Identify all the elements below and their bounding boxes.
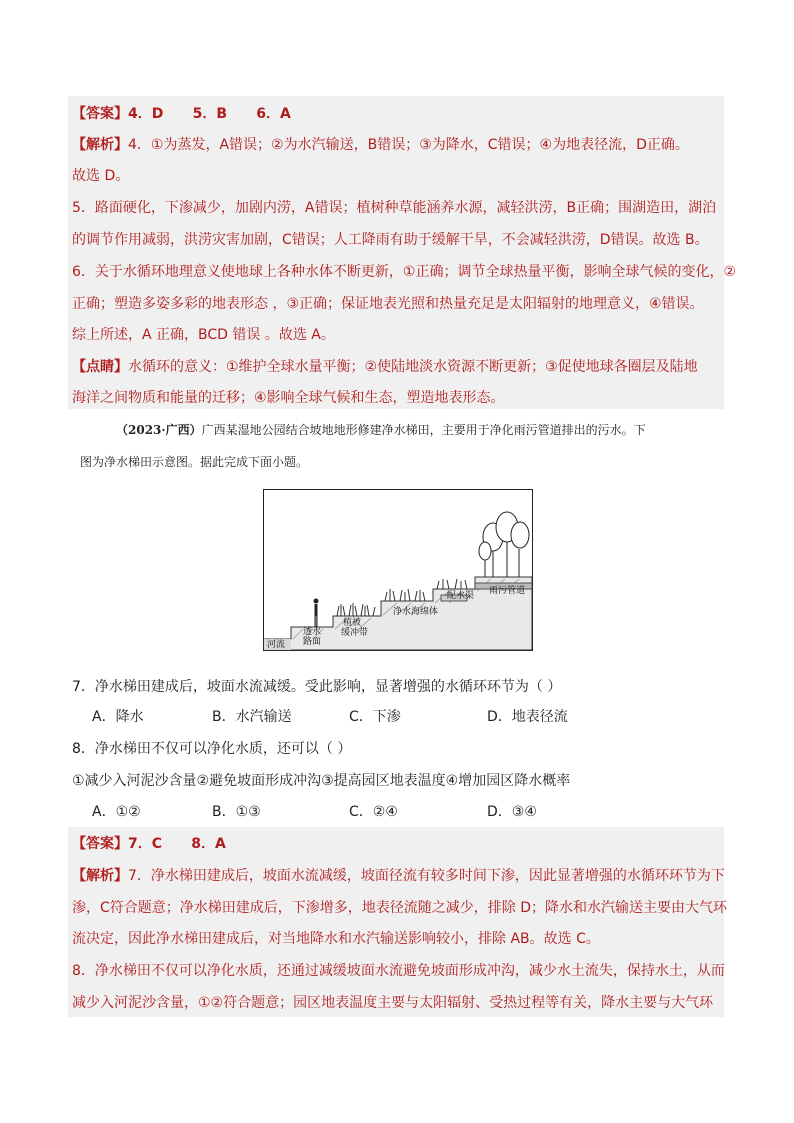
analysis-tag: 【解析】: [72, 137, 128, 153]
question-intro-line-1: [116, 421, 646, 439]
question-8-stem: 8．净水梯田不仅可以净化水质，还可以（ ）: [72, 741, 352, 757]
label-pipe: 雨污管道: [489, 586, 526, 596]
q8-option-b: B．①③: [212, 804, 261, 820]
analysis-text: 4．①为蒸发，A错误；②为水汽输送，B错误；③为降水，C错误；④为地表径流，D正确。: [128, 137, 689, 153]
analysis-line-5: 6．关于水循环地理意义使地球上各种水体不断更新，①正确；调节全球热量平衡，影响全球气候的变化，②: [72, 264, 737, 280]
analysis2-line-5: 减少入河泥沙含量，①②符合题意；园区地表温度主要与太阳辐射、受热过程等有关，降水主要与大气环: [72, 995, 714, 1011]
terrace-diagram-svg: [263, 489, 533, 651]
question-intro-text: 广西某湿地公园结合坡地地形修建净水梯田，主要用于净化雨污管道排出的污水。下: [201, 423, 646, 437]
analysis-line-6: 正确；塑造多姿多彩的地表形态 ，③正确；保证地表光照和热量充足是太阳辐射的地理意义，④错误。: [72, 296, 704, 312]
label-buffer-2: 缓冲带: [341, 628, 369, 638]
q7-option-b: B．水汽输送: [212, 709, 292, 725]
analysis2-line-1: [72, 866, 725, 886]
question-7-stem: 7．净水梯田建成后，坡面水流减缓。受此影响，显著增强的水循环环节为（ ）: [72, 679, 562, 695]
analysis-line-3: 5．路面硬化，下渗减少，加剧内涝，A错误；植树种草能涵养水源，减轻洪涝，B正确；围湖造田，湖泊: [72, 200, 717, 216]
answer-line-1: [72, 104, 291, 124]
analysis-line-2: 故选 D。: [72, 168, 130, 184]
q8-option-c: C．②④: [349, 804, 398, 820]
analysis2-line-4: 8．净水梯田不仅可以净化水质，还通过减缓坡面水流避免坡面形成冲沟，减少水土流失，保持水土，从而: [72, 963, 725, 979]
label-channel: 配水渠: [447, 591, 475, 601]
answer-tag: 【答案】: [72, 106, 128, 122]
answer-line-2: [72, 834, 226, 854]
q8-option-a: A．①②: [92, 804, 141, 820]
answer-text: 4．D 5．B 6．A: [128, 106, 291, 122]
q7-option-d: D．地表径流: [487, 709, 568, 725]
label-buffer-1: 植被: [343, 618, 362, 628]
answer-text-2: 7．C 8．A: [128, 836, 226, 852]
q7-option-a: A．降水: [92, 709, 144, 725]
answer-tag-2: 【答案】: [72, 836, 128, 852]
point-text: 水循环的意义：①维护全球水量平衡；②使陆地淡水资源不断更新；③促使地球各圈层及陆地: [128, 359, 698, 375]
label-sponge: 净水海绵体: [393, 607, 439, 617]
question-8-items: ①减少入河泥沙含量②避免坡面形成冲沟③提高园区地表温度④增加园区降水概率: [72, 773, 571, 789]
analysis-tag-2: 【解析】: [72, 868, 128, 884]
question-intro-line-2: 图为净水梯田示意图。据此完成下面小题。: [80, 455, 309, 469]
question-source: （2023·广西）: [116, 423, 202, 437]
analysis-line-1: [72, 135, 689, 155]
analysis-line-7: 综上所述，A 正确，BCD 错误 。故选 A。: [72, 327, 335, 343]
q8-option-d: D．③④: [487, 804, 537, 820]
point-tag: 【点睛】: [72, 359, 128, 375]
label-permeable-road-1: 透水: [303, 627, 322, 637]
point-line-2: 海洋之间物质和能量的迁移；④影响全球气候和生态，塑造地表形态。: [72, 390, 505, 406]
answer-block-2: [68, 827, 724, 1017]
analysis2-line-3: 流决定，因此净水梯田建成后，对当地降水和水汽输送影响较小，排除 AB。故选 C。: [72, 931, 600, 947]
analysis2-line-2: 渗，C符合题意；净水梯田建成后，下渗增多，地表径流随之减少，排除 D；降水和水汽输送主要由大气环: [72, 900, 728, 916]
terrace-diagram: [263, 489, 533, 651]
label-permeable-road-2: 路面: [303, 637, 322, 647]
q7-option-c: C．下渗: [349, 709, 401, 725]
analysis2-text: 7．净水梯田建成后，坡面水流减缓，坡面径流有较多时间下渗，因此显著增强的水循环环节为下: [128, 868, 725, 884]
analysis-line-4: 的调节作用减弱，洪涝灾害加剧，C错误；人工降雨有助于缓解干旱，不会减轻洪涝，D错误。故选 B。: [72, 232, 709, 248]
label-river: 河流: [267, 640, 286, 650]
point-line-1: [72, 357, 698, 377]
